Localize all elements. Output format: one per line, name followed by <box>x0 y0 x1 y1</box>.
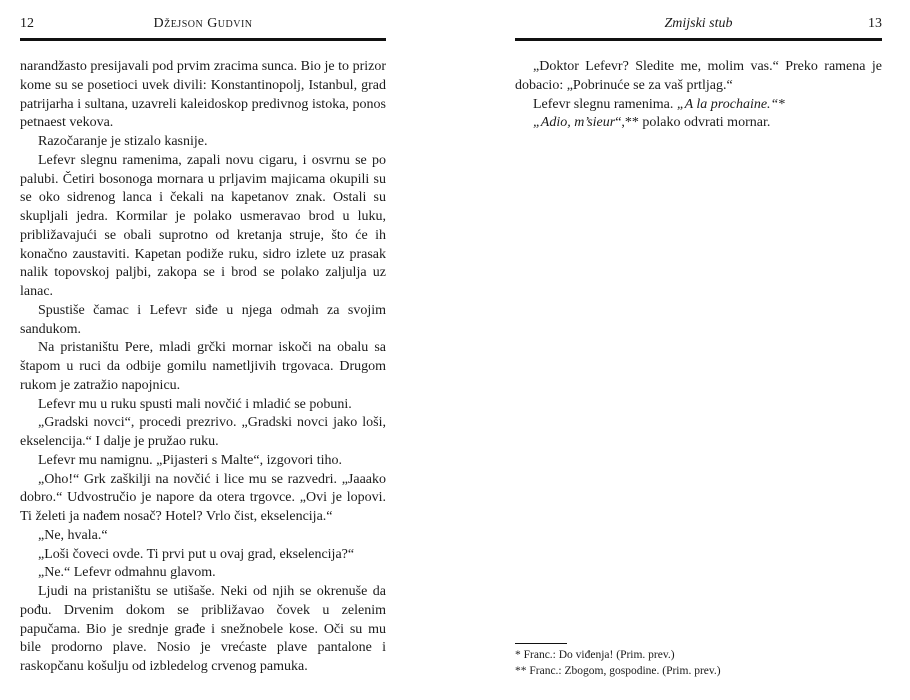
left-page-number: 12 <box>20 16 34 31</box>
footnote: ** Franc.: Zbogom, gospodine. (Prim. prev.) <box>515 665 721 677</box>
left-page <box>20 0 386 700</box>
italic-phrase: „Adio, m’sieur <box>533 115 616 131</box>
paragraph: „Ne.“ Lefevr odmahnu glavom. <box>38 565 216 581</box>
paragraph-text: Lefevr slegnu ramenima. <box>533 96 677 112</box>
left-running-head <box>20 14 386 34</box>
footnote-rule <box>515 643 567 644</box>
paragraph: Lefevr mu namignu. „Pijasteri s Malte“, izgovori tiho. <box>38 452 343 468</box>
right-running-head <box>515 14 882 34</box>
paragraph: Lefevr slegnu ramenima, zapali novu cigaru, i osvrnu se po palubi. Četiri bosonoga mornara u prljavim majicama okupili su se oko sidrenog lanca i čekali na kapetanov znak. Ostali su skupljali jedra. Kormilar je polako usmeravao brod u luku, približavajući se obali suprotno od kretanja struje, što će ih konačno zaustaviti. Kapetan podiže ruku, sidro izlete uz prasak nalik topovskoj paljbi, zakopa se i brod se polako zaljulja uz lanac. <box>20 152 386 299</box>
left-body-text <box>20 58 386 677</box>
right-header-rule <box>515 38 882 41</box>
paragraph: „Doktor Lefevr? Sledite me, molim vas.“ Preko ramena je dobacio: „Pobrinuće se za vaš prtljag.“ <box>515 59 882 93</box>
right-body-text <box>515 58 882 133</box>
left-running-title: Džejson Gudvin <box>153 16 253 31</box>
paragraph: „Oho!“ Grk zaškilji na novčić i lice mu se razvedri. „Jaaako dobro.“ Udvostručio je napore da otera trgovce. „Ovi je lopovi. Ti želeti ja nađem nosač? Hotel? Vrlo čist, ekselencija.“ <box>20 471 386 524</box>
left-header-rule <box>20 38 386 41</box>
paragraph: Ljudi na pristaništu se utišaše. Neki od njih se okrenuše da pođu. Drvenim dokom se približavao čovek u zelenim papučama. Bio je srednje građe i snežnobele kose. Oči su mu bile prodorno plave. Nosio je vrećaste plave pantalone i raskopčanu košulju od izbledelog crvenog pamuka. <box>20 584 386 674</box>
paragraph: Lefevr mu u ruku spusti mali novčić i mladić se pobuni. <box>38 396 352 412</box>
paragraph <box>515 114 882 133</box>
paragraph <box>515 96 882 115</box>
footnotes <box>515 643 882 679</box>
paragraph-text: “,** polako odvrati mornar. <box>615 115 771 131</box>
footnote: * Franc.: Do viđenja! (Prim. prev.) <box>515 649 675 661</box>
right-page <box>515 0 882 700</box>
paragraph: Razočaranje je stizalo kasnije. <box>38 134 208 149</box>
italic-phrase: „A la prochaine.“ <box>676 96 779 112</box>
footnote-mark: * <box>778 96 786 112</box>
paragraph: „Gradski novci“, procedi prezrivo. „Gradski novci jako loši, ekselencija.“ I dalje je pružao ruku. <box>20 415 386 449</box>
right-running-title: Zmijski stub <box>664 16 733 31</box>
paragraph: narandžasto presijavali pod prvim zracima sunca. Bio je to prizor kome su se posetioci uvek divili: Konstantinopolj, Istanbul, grad patrijarha i sultana, uzavreli kaleidoskop predivnog istoka, ponos petnaest vekova. <box>20 59 386 131</box>
paragraph: Spustiše čamac i Lefevr siđe u njega odmah za svojim sandukom. <box>20 302 386 337</box>
paragraph: Na pristaništu Pere, mladi grčki mornar iskoči na obalu sa štapom u ruci da odbije gomilu nametljivih trgovaca. Drugom rukom je zatražio napojnicu. <box>20 340 386 393</box>
paragraph: „Loši čoveci ovde. Ti prvi put u ovaj grad, ekselencija?“ <box>38 546 355 562</box>
paragraph: „Ne, hvala.“ <box>38 527 108 543</box>
right-page-number: 13 <box>868 16 882 31</box>
